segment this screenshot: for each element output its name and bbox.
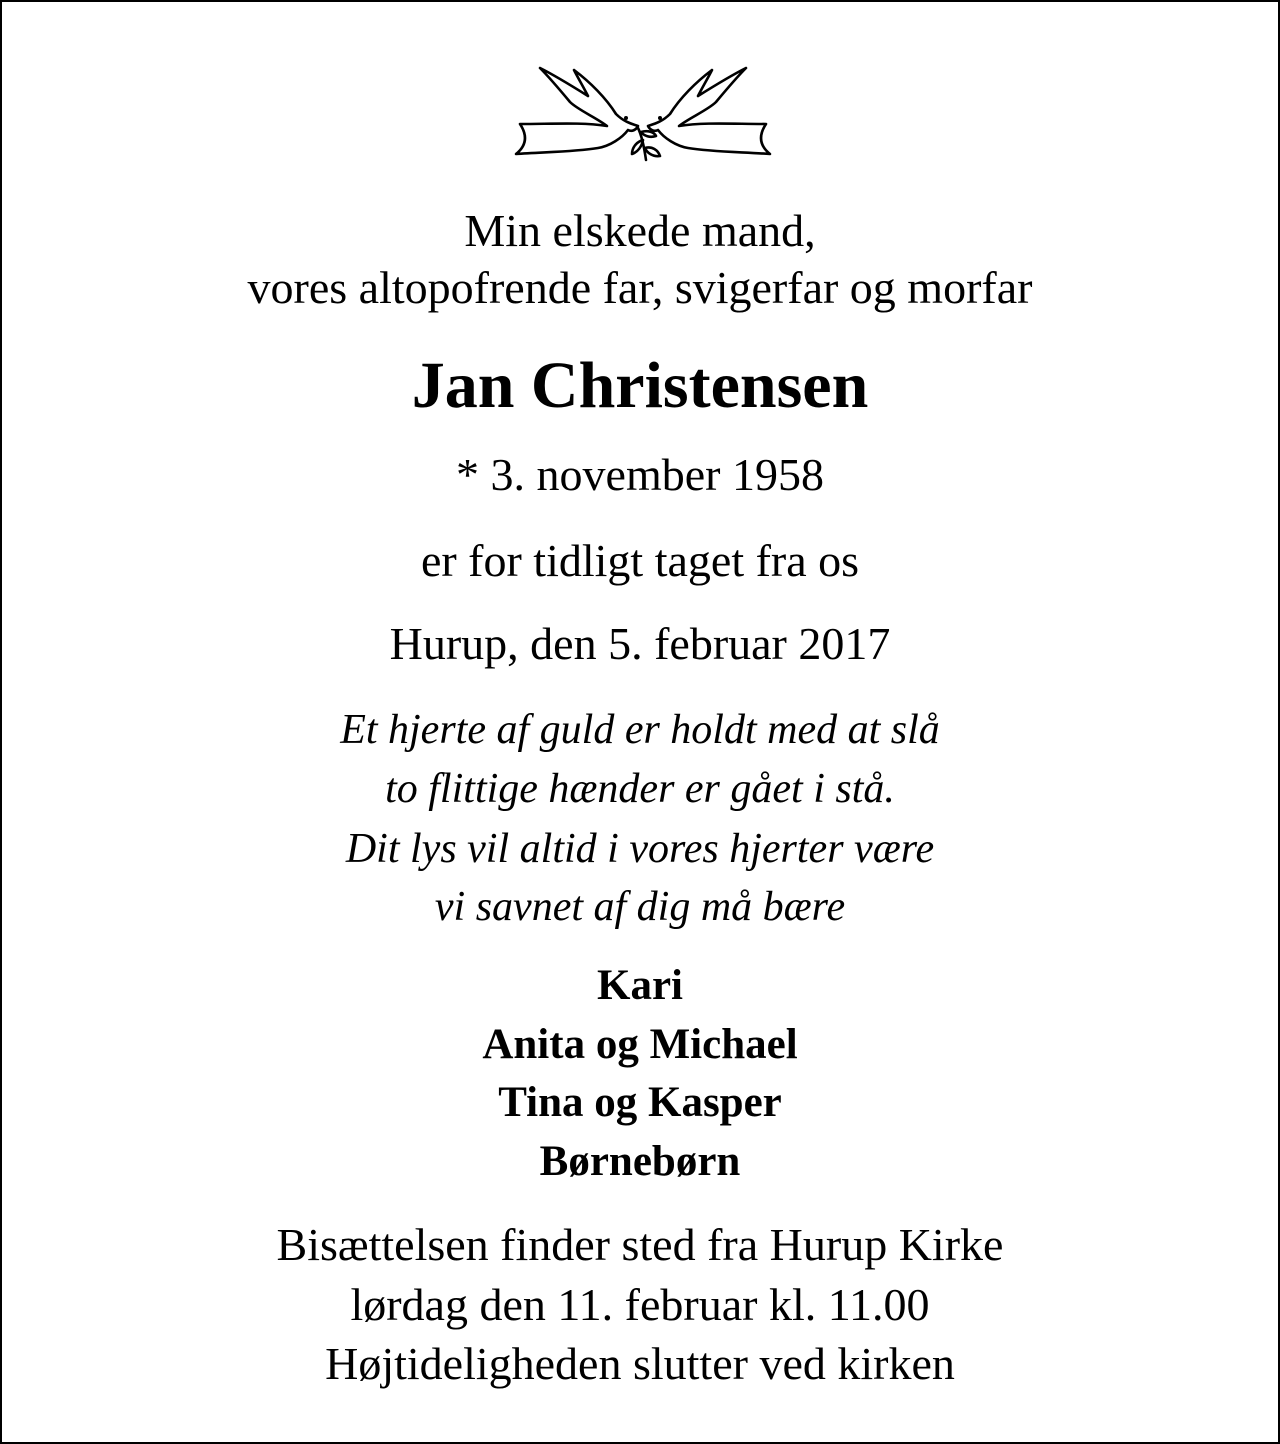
doves-with-olive-branch-icon [512,60,774,170]
verse-line: to flittige hænder er gået i stå. [385,766,895,812]
family-member: Tina og Kasper [498,1079,782,1126]
passing-text: er for tidligt taget fra os [420,535,860,586]
funeral-info-line: Bisættelsen finder sted fra Hurup Kirke [276,1219,1004,1270]
family-member: Børnebørn [539,1138,741,1185]
family-member: Kari [597,962,683,1009]
family-member: Anita og Michael [482,1021,798,1068]
verse-line: Et hjerte af guld er holdt med at slå [340,707,940,753]
place-and-date: Hurup, den 5. februar 2017 [389,618,891,669]
funeral-info-line: lørdag den 11. februar kl. 11.00 [350,1279,930,1330]
intro-line: vores altopofrende far, svigerfar og morfar [247,262,1033,313]
verse-line: Dit lys vil altid i vores hjerter være [345,826,935,872]
verse-line: vi savnet af dig må bære [434,884,846,930]
intro-line: Min elskede mand, [464,205,816,256]
birth-date: * 3. november 1958 [456,449,824,500]
deceased-name: Jan Christensen [411,349,869,422]
funeral-info-line: Højtideligheden slutter ved kirken [325,1338,955,1389]
